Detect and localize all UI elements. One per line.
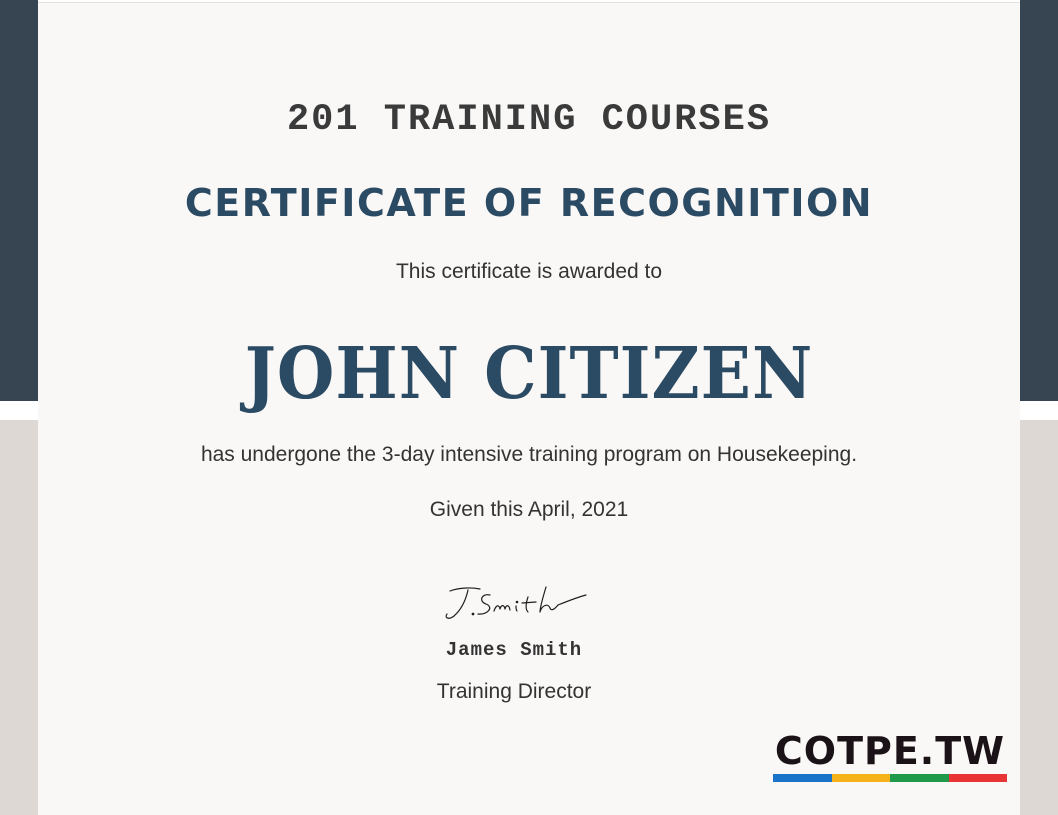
right-dark-band bbox=[1020, 0, 1058, 401]
left-dark-band bbox=[0, 0, 38, 401]
watermark-color-bar bbox=[773, 774, 1007, 782]
given-date: Given this April, 2021 bbox=[429, 498, 629, 521]
watermark-text: COTPE.TW bbox=[774, 729, 1006, 773]
awarded-to-line: This certificate is awarded to bbox=[395, 260, 663, 283]
signer-name: James Smith bbox=[445, 639, 583, 661]
signature-image bbox=[436, 581, 596, 623]
watermark-logo bbox=[773, 731, 1007, 782]
watermark-bar-blue bbox=[773, 774, 832, 782]
organization-name: 201 TRAINING COURSES bbox=[286, 99, 772, 141]
left-light-band bbox=[0, 420, 38, 815]
certificate-title: CERTIFICATE OF RECOGNITION bbox=[184, 181, 874, 225]
watermark-bar-green bbox=[890, 774, 949, 782]
signer-role: Training Director bbox=[436, 680, 592, 703]
certificate-paper bbox=[38, 2, 1020, 815]
watermark-bar-red bbox=[949, 774, 1008, 782]
right-light-band bbox=[1020, 420, 1058, 815]
recipient-name: JOHN CITIZEN bbox=[244, 331, 814, 416]
watermark-bar-yellow bbox=[832, 774, 891, 782]
program-description: has undergone the 3-day intensive training program on Housekeeping. bbox=[200, 443, 858, 466]
